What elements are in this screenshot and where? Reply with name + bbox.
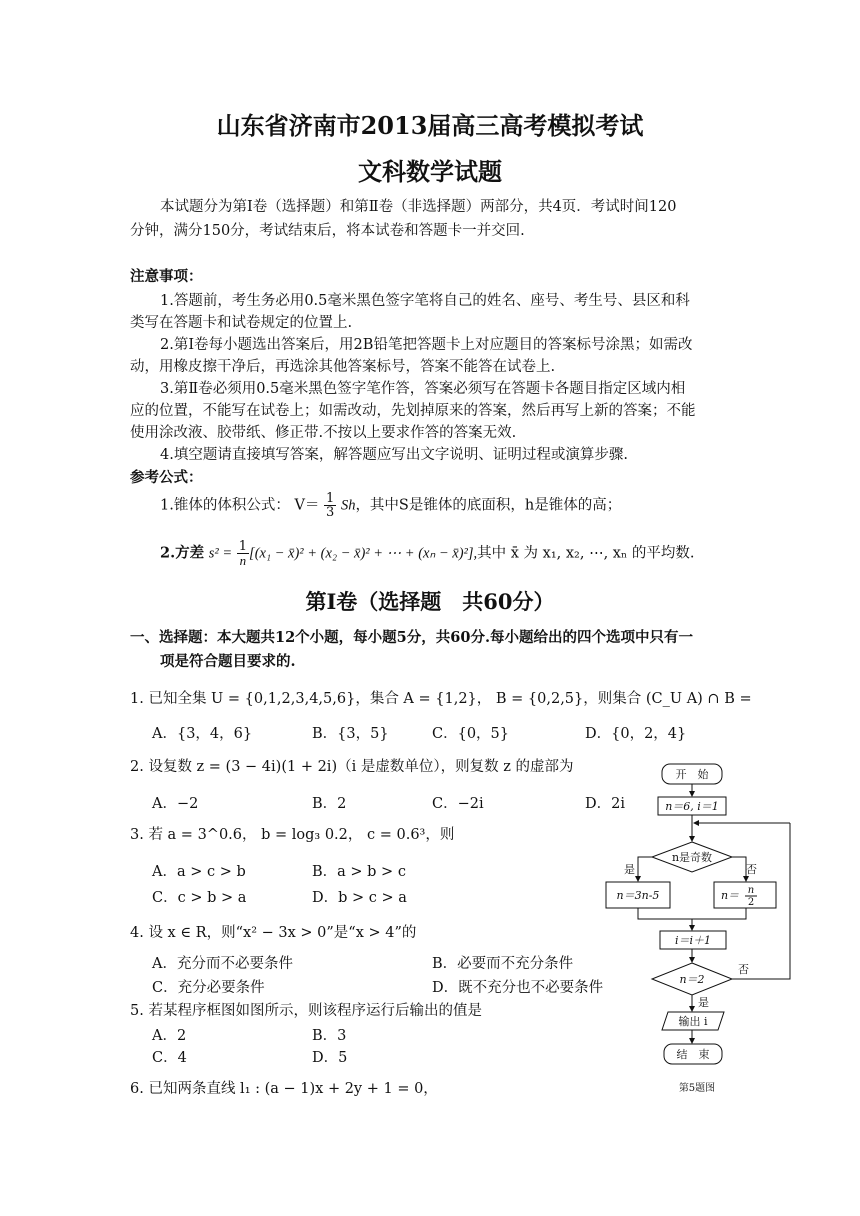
option: B．2 bbox=[312, 796, 347, 812]
flow-even-lhs: n＝ bbox=[720, 889, 740, 902]
flow-no-label: 否 bbox=[746, 863, 757, 876]
option: A．2 bbox=[152, 1028, 187, 1044]
option: D．既不充分也不必要条件 bbox=[432, 980, 604, 996]
option: D．5 bbox=[312, 1050, 348, 1066]
option: B．{3，5} bbox=[312, 726, 389, 742]
notice-line: 4.填空题请直接填写答案，解答题应写出文字说明、证明过程或演算步骤. bbox=[160, 447, 628, 463]
option: C．−2i bbox=[432, 796, 484, 812]
flow-caption: 第5题图 bbox=[678, 1083, 716, 1094]
question-stem: 3. 若 a = 3^0.6， b = log₃ 0.2， c = 0.6³，则 bbox=[130, 827, 455, 843]
flow-end-text: 结 束 bbox=[676, 1048, 710, 1061]
flowchart bbox=[596, 755, 802, 1100]
option: B．必要而不充分条件 bbox=[432, 956, 574, 972]
option: A．a > c > b bbox=[152, 864, 246, 880]
notice-line: 3.第Ⅱ卷必须用0.5毫米黑色签字笔作答，答案必须写在答题卡各题目指定区域内相 bbox=[160, 381, 686, 397]
flow-output-text: 输出 i bbox=[678, 1015, 708, 1028]
part-heading: 项是符合题目要求的. bbox=[160, 653, 296, 670]
page-title: 山东省济南市2013届高三高考模拟考试 bbox=[216, 111, 644, 140]
question-stem: 2. 设复数 z = (3 − 4i)(1 + 2i)（i 是虚数单位），则复数 z 的虚部为 bbox=[130, 759, 574, 775]
option: A．{3，4，6} bbox=[152, 726, 253, 742]
intro-line-2: 分钟，满分150分，考试结束后，将本试卷和答题卡一并交回. bbox=[130, 223, 525, 239]
flow-yes-label-2: 是 bbox=[698, 996, 709, 1009]
fraction: $\frac{1}{n}$ bbox=[238, 539, 248, 568]
section-title: 第Ⅰ卷（选择题 共60分） bbox=[305, 589, 555, 614]
option: B．a > b > c bbox=[312, 864, 406, 880]
question-stem: 4. 设 x ∈ R，则“x² − 3x > 0”是“x > 4”的 bbox=[130, 925, 417, 941]
option: C．充分必要条件 bbox=[152, 980, 265, 996]
part-heading: 一、选择题：本大题共12个小题，每小题5分，共60分.每小题给出的四个选项中只有一 bbox=[130, 629, 693, 646]
notice-line: 类写在答题卡和试卷规定的位置上. bbox=[130, 315, 353, 331]
flow-even-num: n bbox=[747, 885, 755, 896]
flow-even-den: 2 bbox=[747, 897, 755, 908]
flow-cond-odd-text: n是奇数 bbox=[671, 851, 713, 864]
flow-start-text: 开 始 bbox=[675, 768, 709, 781]
formula-lhs: V＝ bbox=[294, 497, 320, 514]
flow-odd-text: n＝3n-5 bbox=[616, 889, 660, 902]
fraction: $\frac{1}{3}$ bbox=[326, 491, 335, 520]
question-stem: 6. 已知两条直线 l₁ : (a − 1)x + 2y + 1 = 0， bbox=[130, 1081, 438, 1097]
page-subtitle: 文科数学试题 bbox=[358, 157, 502, 186]
option: C．{0，5} bbox=[432, 726, 509, 742]
flow-no-label-2: 否 bbox=[738, 963, 749, 976]
formula-heading: 参考公式： bbox=[130, 469, 203, 486]
intro-line-1: 本试题分为第Ⅰ卷（选择题）和第Ⅱ卷（非选择题）两部分，共4页．考试时间120 bbox=[160, 199, 677, 215]
question-stem: 1. 已知全集 U = {0,1,2,3,4,5,6}，集合 A = {1,2}， B = {0,2,5}，则集合 (C_U A) ∩ B = bbox=[130, 691, 752, 707]
notice-line: 1.答题前，考生务必用0.5毫米黑色签字笔将自己的姓名、座号、考生号、县区和科 bbox=[160, 293, 690, 309]
option: C．c > b > a bbox=[152, 890, 247, 906]
option: A．−2 bbox=[152, 796, 199, 812]
formula-volume: 1.锥体的体积公式： V＝ $\frac{1}{3}$ Sh，其中S是锥体的底面积，h是锥体的高； bbox=[160, 491, 622, 520]
notice-line: 动，用橡皮擦干净后，再选涂其他答案标号，答案不能答在试卷上. bbox=[130, 359, 556, 375]
notice-heading: 注意事项： bbox=[130, 268, 203, 285]
flow-yes-label: 是 bbox=[624, 863, 635, 876]
flow-increment-text: i＝i＋1 bbox=[674, 934, 712, 947]
option: D．b > c > a bbox=[312, 890, 407, 906]
option: D．{0，2，4} bbox=[585, 726, 687, 742]
option: D．2i bbox=[585, 796, 625, 812]
option: B．3 bbox=[312, 1028, 347, 1044]
option: C．4 bbox=[152, 1050, 187, 1066]
notice-line: 使用涂改液、胶带纸、修正带.不按以上要求作答的答案无效. bbox=[130, 425, 517, 441]
flow-init-text: n＝6, i＝1 bbox=[665, 800, 719, 813]
question-stem: 5. 若某程序框图如图所示，则该程序运行后输出的值是 bbox=[130, 1003, 482, 1019]
formula-variance: 2.方差 s² = $\frac{1}{n}$ [(x₁ − x̄)² + (x₂ − x̄)² + ⋯ + (xₙ − x̄)²],其中 x̄ 为 x₁, x₂, ⋯, xₙ 的平均数. bbox=[160, 539, 695, 568]
notice-line: 应的位置，不能写在试卷上；如需改动，先划掉原来的答案，然后再写上新的答案；不能 bbox=[130, 403, 696, 419]
option: A．充分而不必要条件 bbox=[152, 956, 293, 972]
flow-cond-end-text: n＝2 bbox=[679, 973, 705, 986]
notice-line: 2.第Ⅰ卷每小题选出答案后，用2B铅笔把答题卡上对应题目的答案标号涂黑；如需改 bbox=[160, 337, 693, 353]
